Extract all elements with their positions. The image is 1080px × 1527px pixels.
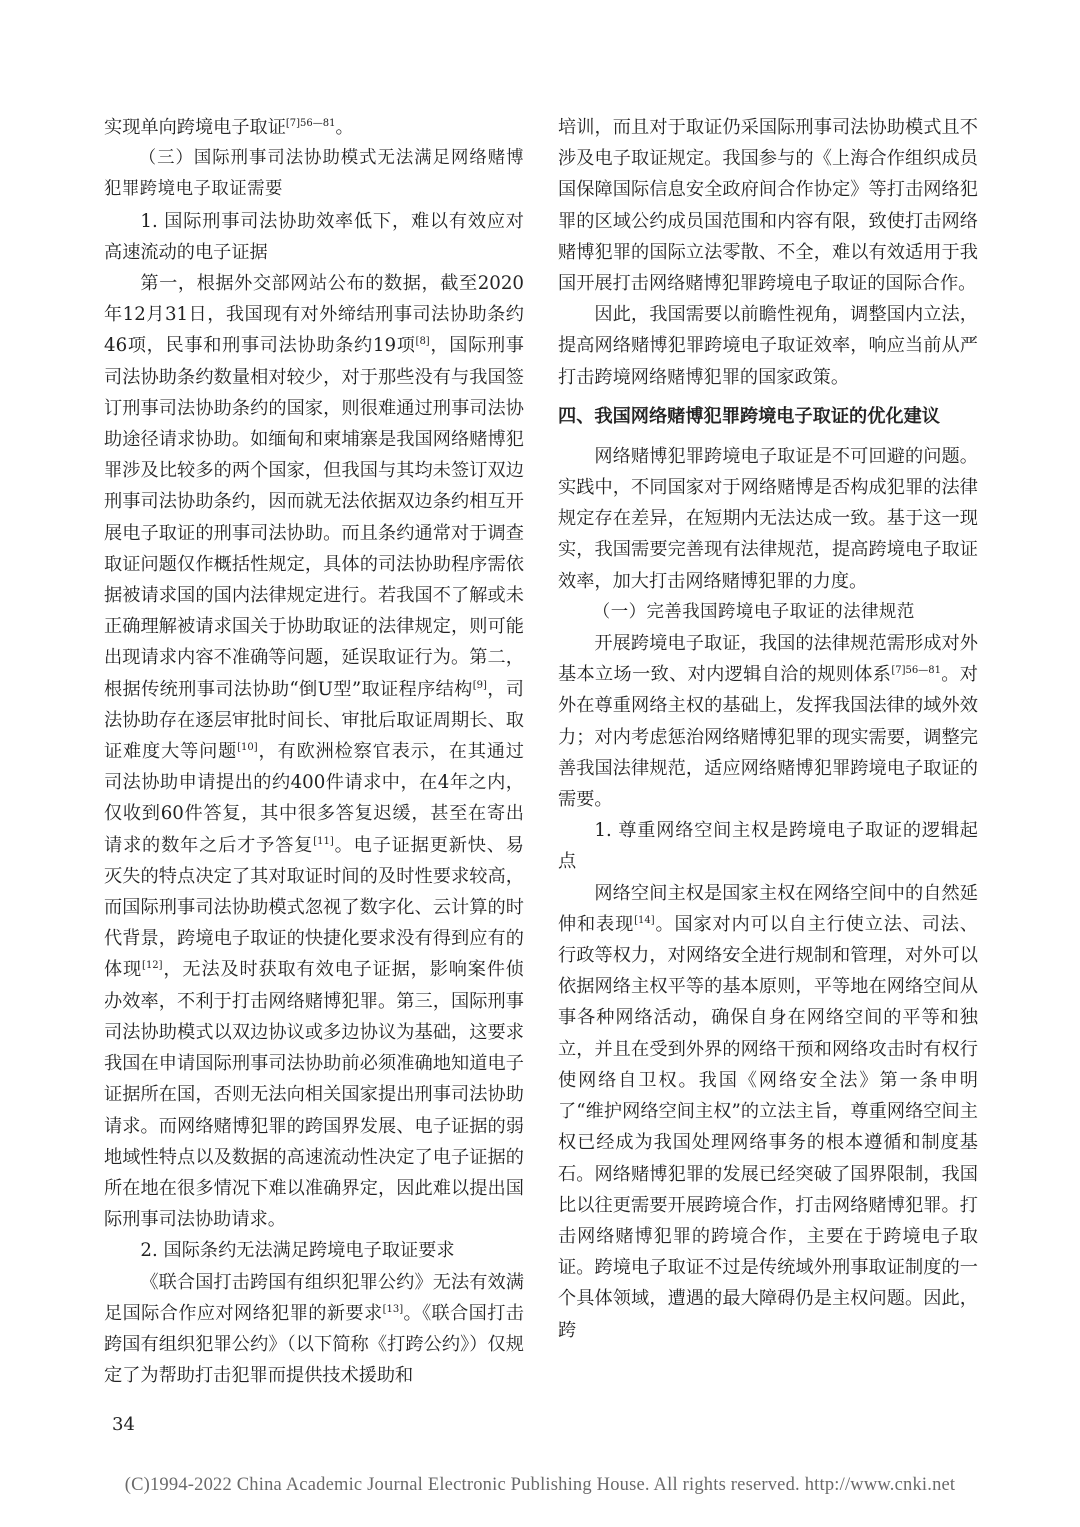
paragraph-conclusion: 因此，我国需要以前瞻性视角，调整国内立法，提高网络赌博犯罪跨境电子取证效率，响应当前从严打击跨境网络赌博犯罪的国家政策。	[558, 304, 978, 388]
paragraph-cyber-sovereignty: 网络空间主权是国家主权在网络空间中的自然延伸和表现[14]。国家对内可以自主行使立法、司法、行政等权力，对网络安全进行规制和管理，对外可以依据网络主权平等的基本原则，平等地在网络空间从事各种网络活动，确保自身在网络空间的平等和独立，并且在受到外界的网络干预和网络攻击时有权行使网络自卫权。我国《网络安全法》第一条申明了“维护网络空间主权”的立法主旨，尊重网络空间主权已经成为我国处理网络事务的根本遵循和制度基石。网络赌博犯罪的发展已经突破了国界限制，我国比以往更需要开展跨境合作，打击网络赌博犯罪。打击网络赌博犯罪的跨境合作，主要在于跨境电子取证。跨境电子取证不过是传统域外刑事取证制度的一个具体领域，遭遇的最大障碍仍是主权问题。因此，跨	[558, 882, 978, 1341]
citation: [11]	[313, 835, 334, 847]
item-heading-1: 1. 国际刑事司法协助效率低下，难以有效应对高速流动的电子证据	[104, 210, 524, 263]
paragraph-international-treaties: 《联合国打击跨国有组织犯罪公约》无法有效满足国际合作应对网络犯罪的新要求[13]。《联合国打击跨国有组织犯罪公约》（以下简称《打跨公约》）仅规定了为帮助打击犯罪而提供技术援助和	[104, 1271, 524, 1387]
citation: [12]	[142, 960, 163, 972]
paragraph-legal-norms: 开展跨境电子取证，我国的法律规范需形成对外基本立场一致、对内逻辑自洽的规则体系$^{[7]56—81}$。对外在尊重网络主权的基础上，发挥我国法律的域外效力；对内考虑惩治网络赌博犯罪的现实需要，调整完善我国法律规范，适应网络赌博犯罪跨境电子取证的需要。	[558, 633, 978, 811]
right-paragraph-continuation: 培训，而且对于取证仍采国际刑事司法协助模式且不涉及电子取证规定。我国参与的《上海合作组织成员国保障国际信息安全政府间合作协定》等打击网络犯罪的区域公约成员国范围和内容有限，致使打击网络赌博犯罪的国际立法零散、不全，难以有效适用于我国开展打击网络赌博犯罪跨境电子取证的国际合作。	[558, 117, 978, 295]
citation: [9]	[472, 679, 487, 691]
section-heading-4: 四、我国网络赌博犯罪跨境电子取证的优化建议	[558, 405, 940, 427]
citation: [10]	[237, 742, 258, 754]
citation: [7]56—81	[285, 118, 336, 129]
item-heading-cyber-sovereignty: 1. 尊重网络空间主权是跨境电子取证的逻辑起点	[558, 820, 978, 873]
paragraph-mutual-assistance-efficiency: 第一，根据外交部网站公布的数据，截至2020年12月31日，我国现有对外缔结刑事司法协助条约46项，民事和刑事司法协助条约19项[8]，国际刑事司法协助条约数量相对较少，对于那些没有与我国签订刑事司法协助条约的国家，则很难通过刑事司法协助途径请求协助。如缅甸和柬埔寨是我国网络赌博犯罪涉及比较多的两个国家，但我国与其均未签订双边刑事司法协助条约，因而就无法依据双边条约相互开展电子取证的刑事司法协助。而且条约通常对于调查取证问题仅作概括性规定，具体的司法协助程序需依据被请求国的国内法律规定进行。若我国不了解或未正确理解被请求国关于协助取证的法律规定，则可能出现请求内容不准确等问题，延误取证行为。第二，根据传统刑事司法协助“倒U型”取证程序结构[9]，司法协助存在逐层审批时间长、审批后取证周期长、取证难度大等问题[10]，有欧洲检察官表示，在其通过司法协助申请提出的约400件请求中，在4年之内，仅收到60件答复，其中很多答复迟缓，甚至在寄出请求的数年之后才予答复[11]。电子证据更新快、易灭失的特点决定了其对取证时间的及时性要求较高，而国际刑事司法协助模式忽视了数字化、云计算的时代背景，跨境电子取证的快捷化要求没有得到应有的体现[12]，无法及时获取有效电子证据，影响案件侦办效率，不利于打击网络赌博犯罪。第三，国际刑事司法协助模式以双边协议或多边协议为基础，这要求我国在申请国际刑事司法协助前必须准确地知道电子证据所在国，否则无法向相关国家提出刑事司法协助请求。而网络赌博犯罪的跨国界发展、电子证据的弱地域性特点以及数据的高速流动性决定了电子证据的所在地在很多情况下难以准确界定，因此难以提出国际刑事司法协助请求。	[104, 273, 524, 1231]
citation: [14]	[634, 914, 655, 926]
item-heading-2: 2. 国际条约无法满足跨境电子取证要求	[140, 1240, 455, 1262]
citation: [8]	[415, 336, 430, 348]
right-column	[558, 112, 978, 1346]
copyright-footer: (C)1994-2022 China Academic Journal Electronic Publishing House. All rights reserved. http://www.cnki.net	[124, 1475, 956, 1495]
left-paragraph-continuation: 实现单向跨境电子取证$^{[7]56—81}$。	[104, 117, 354, 138]
citation: [7]56—81	[891, 665, 941, 677]
paragraph-section-intro: 网络赌博犯罪跨境电子取证是不可回避的问题。实践中，不同国家对于网络赌博是否构成犯罪的法律规定存在差异，在短期内无法达成一致。基于这一现实，我国需要完善现有法律规范，提高跨境电子取证效率，加大打击网络赌博犯罪的力度。	[558, 445, 978, 592]
subsection-heading-1: （一）完善我国跨境电子取证的法律规范	[592, 601, 915, 622]
subsection-heading-3: （三）国际刑事司法协助模式无法满足网络赌博犯罪跨境电子取证需要	[104, 148, 524, 200]
citation: [13]	[382, 1303, 404, 1315]
left-column	[104, 112, 524, 1391]
page-number: 34	[112, 1414, 135, 1435]
